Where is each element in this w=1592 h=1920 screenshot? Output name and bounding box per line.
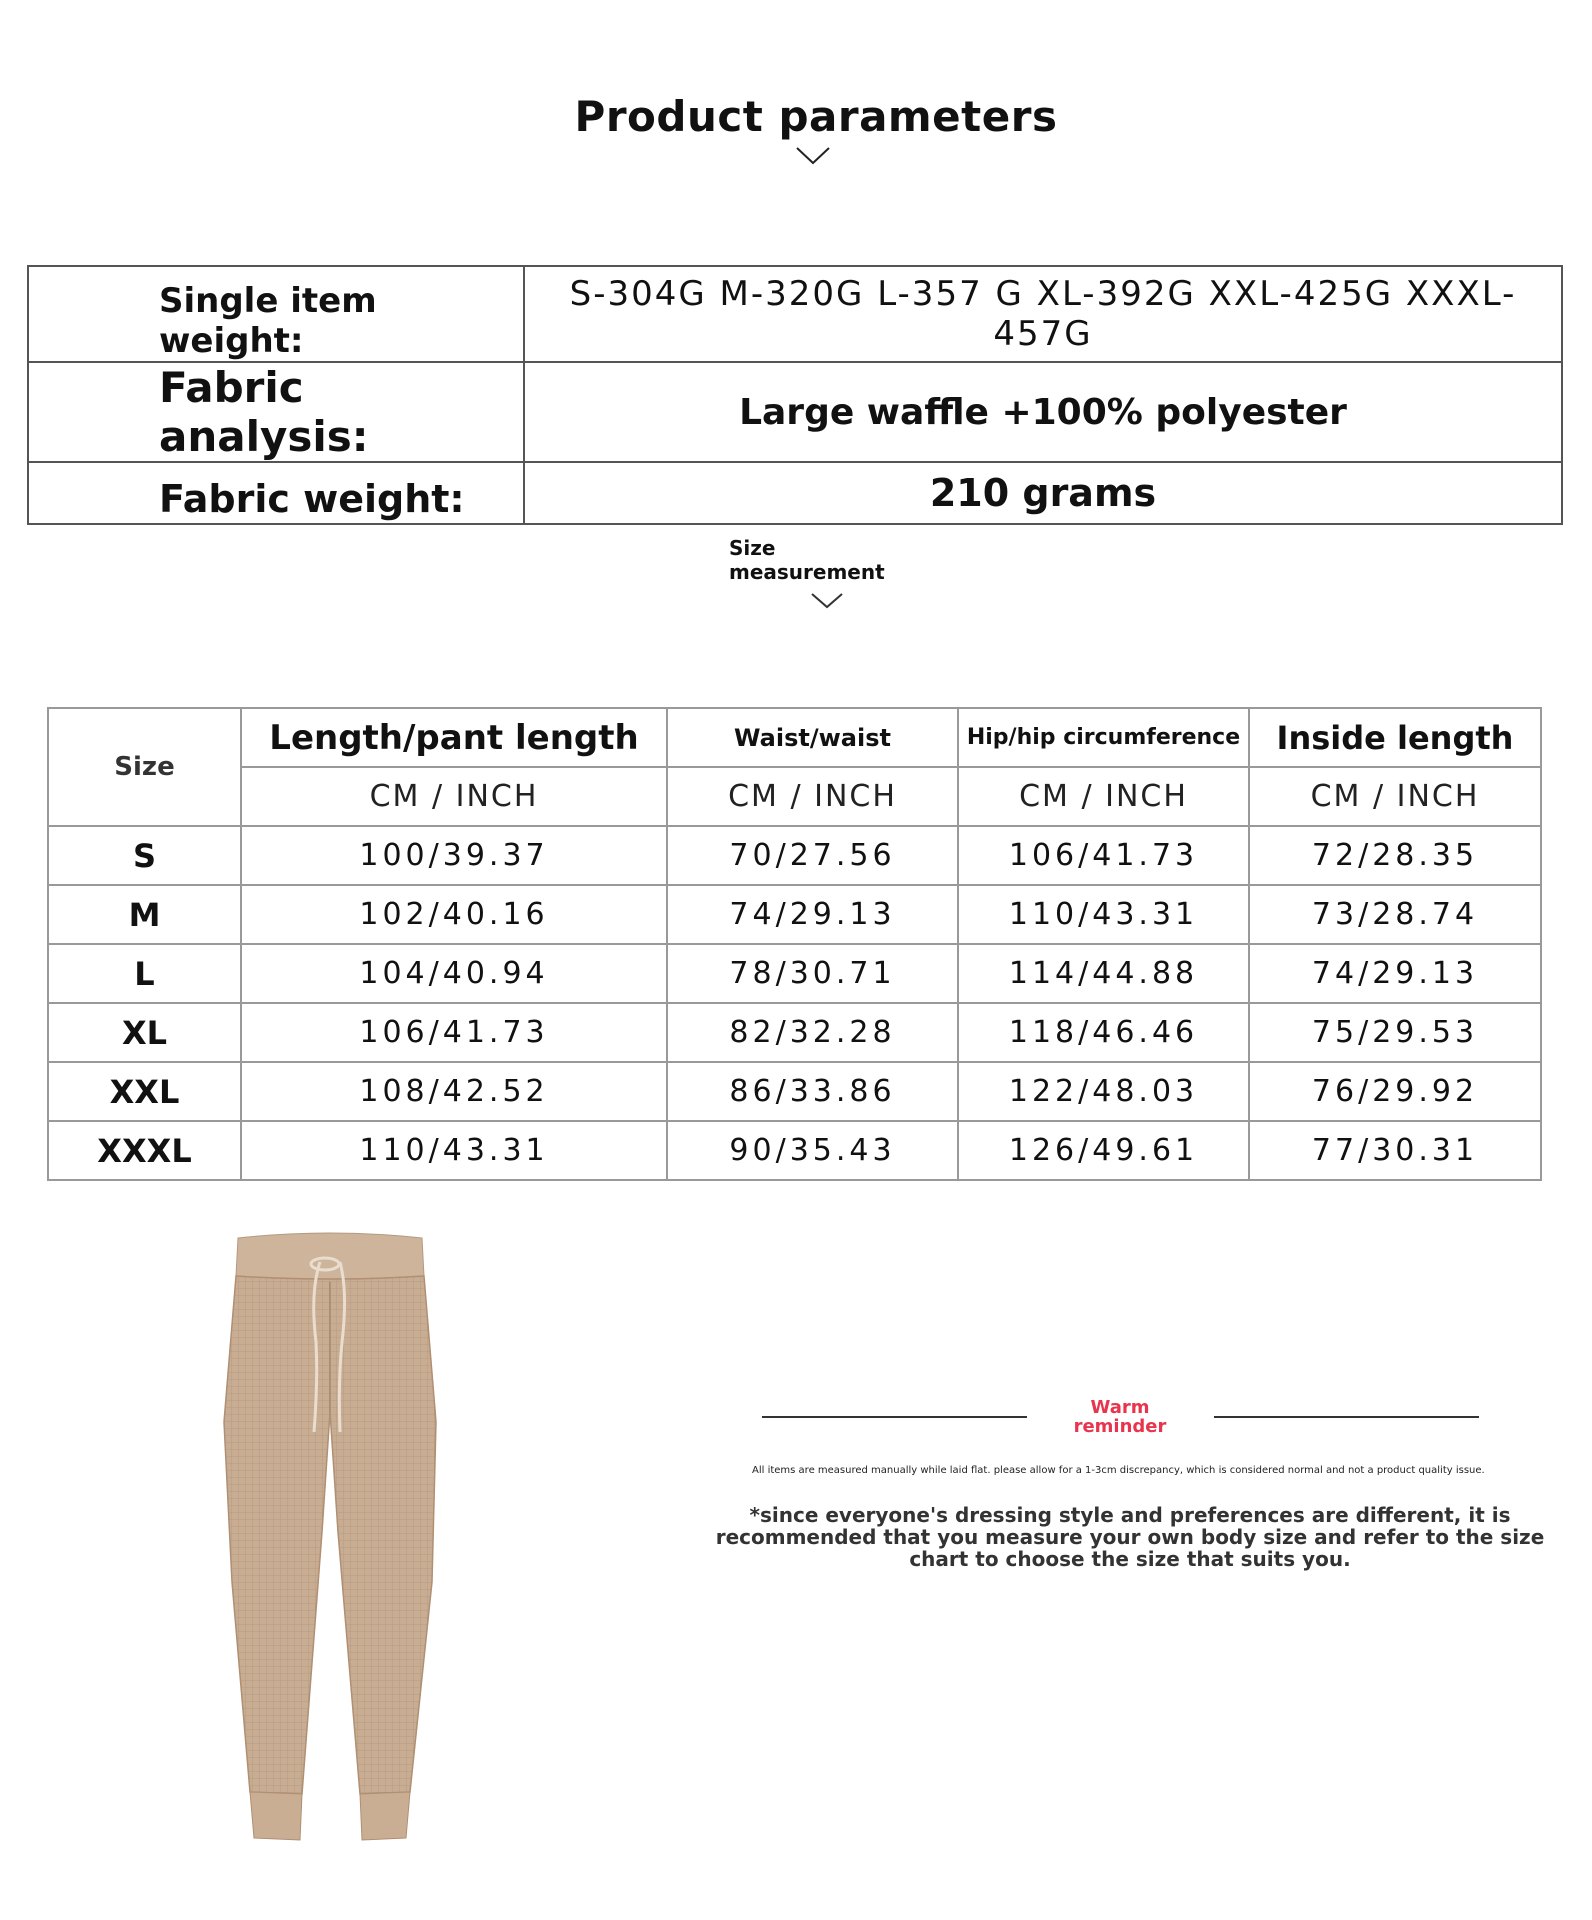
length-value: 102/40.16 [241, 885, 667, 944]
hip-value: 110/43.31 [958, 885, 1249, 944]
param-value: Large waffle +100% polyester [524, 362, 1562, 462]
hip-value: 126/49.61 [958, 1121, 1249, 1180]
hip-value: 118/46.46 [958, 1003, 1249, 1062]
inside-length-value: 73/28.74 [1249, 885, 1541, 944]
unit-header-row [48, 767, 1541, 826]
hip-value: 122/48.03 [958, 1062, 1249, 1121]
length-value: 108/42.52 [241, 1062, 667, 1121]
size-measurement-title: Size measurement [729, 536, 885, 584]
table-row [48, 1062, 1541, 1121]
param-row [28, 266, 1562, 362]
hip-value: 114/44.88 [958, 944, 1249, 1003]
param-label: Single item weight: [28, 266, 524, 362]
unit-label: CM / INCH [241, 767, 667, 826]
size-chart-table [47, 707, 1542, 1181]
table-row [48, 944, 1541, 1003]
table-row [48, 885, 1541, 944]
product-parameters-title: Product parameters [574, 92, 1058, 141]
table-row [48, 1121, 1541, 1180]
table-row [48, 826, 1541, 885]
size-label: XXXL [48, 1121, 241, 1180]
size-label: XXL [48, 1062, 241, 1121]
length-value: 106/41.73 [241, 1003, 667, 1062]
size-label: M [48, 885, 241, 944]
param-row [28, 362, 1562, 462]
param-value: 210 grams [524, 462, 1562, 524]
reminder-main-text: *since everyone's dressing style and preferences are different, it is recommended that you measure your own body size and refer to the size chart to choose the size that suits you. [715, 1503, 1545, 1571]
waist-value: 86/33.86 [667, 1062, 958, 1121]
inside-length-value: 75/29.53 [1249, 1003, 1541, 1062]
inside-length-value: 76/29.92 [1249, 1062, 1541, 1121]
size-label: L [48, 944, 241, 1003]
param-row [28, 462, 1562, 524]
length-value: 110/43.31 [241, 1121, 667, 1180]
column-header-length: Length/pant length [241, 708, 667, 767]
product-image-pants [210, 1232, 450, 1852]
unit-label: CM / INCH [1249, 767, 1541, 826]
param-label: Fabric analysis: [28, 362, 524, 462]
column-header-inside-length: Inside length [1249, 708, 1541, 767]
inside-length-value: 77/30.31 [1249, 1121, 1541, 1180]
reminder-note: All items are measured manually while laid flat. please allow for a 1-3cm discrepancy, which is considered normal and not a product quality issue. [752, 1465, 1485, 1476]
size-label: S [48, 826, 241, 885]
param-label: Fabric weight: [28, 462, 524, 524]
unit-label: CM / INCH [667, 767, 958, 826]
waist-value: 74/29.13 [667, 885, 958, 944]
size-label: XL [48, 1003, 241, 1062]
hip-value: 106/41.73 [958, 826, 1249, 885]
inside-length-value: 72/28.35 [1249, 826, 1541, 885]
column-header-waist: Waist/waist [667, 708, 958, 767]
product-parameters-table [27, 265, 1563, 525]
chevron-down-icon [795, 146, 831, 166]
reminder-divider-right [1214, 1416, 1479, 1418]
param-value: S-304G M-320G L-357 G XL-392G XXL-425G XXXL-457G [524, 266, 1562, 362]
inside-length-value: 74/29.13 [1249, 944, 1541, 1003]
waist-value: 90/35.43 [667, 1121, 958, 1180]
waist-value: 78/30.71 [667, 944, 958, 1003]
table-row [48, 1003, 1541, 1062]
unit-label: CM / INCH [958, 767, 1249, 826]
length-value: 100/39.37 [241, 826, 667, 885]
chevron-down-icon [810, 592, 844, 610]
waist-value: 82/32.28 [667, 1003, 958, 1062]
column-header-hip: Hip/hip circumference [958, 708, 1249, 767]
size-header-row [48, 708, 1541, 767]
length-value: 104/40.94 [241, 944, 667, 1003]
size-column-header: Size [48, 708, 241, 826]
warm-reminder-title: Warm reminder [1073, 1397, 1167, 1437]
reminder-divider-left [762, 1416, 1027, 1418]
waist-value: 70/27.56 [667, 826, 958, 885]
